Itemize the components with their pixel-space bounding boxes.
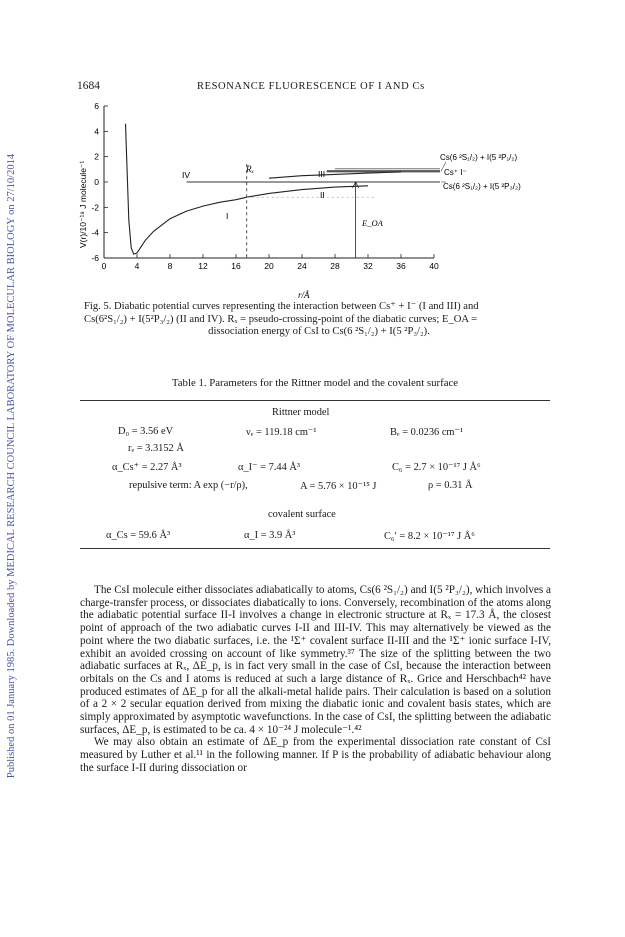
- plot-curves: [126, 124, 447, 258]
- caption-line-2: Cs(6²S₁/₂) + I(5²P₃/₂) (II and IV). Rₓ = pseudo-crossing-point of the diabatic curves; E_OA =: [84, 313, 478, 325]
- x-tick-label: 12: [198, 261, 208, 271]
- running-title: RESONANCE FLUORESCENCE OF I AND Cs: [197, 81, 425, 92]
- table-c6-prime: C₆′ = 8.2 × 10⁻¹⁷ J Å⁶: [384, 531, 475, 542]
- table-section-covalent: covalent surface: [268, 509, 336, 520]
- caption-line-1: Fig. 5. Diabatic potential curves representing the interaction between Cs⁺ + I⁻ (I and III) and: [84, 301, 479, 312]
- body-paragraph-1: The CsI molecule either dissociates adiabatically to atoms, Cs(6 ²S₁/₂) and I(5 ²P₃/₂), which involves a charge-transfer process, or dissociates diabatically to ions. Conversely, recombination of the atoms along the adiabatic potential surface II-I involves a change in electronic structure at Rₓ = 17.3 Å, the closest point of approach of the two adiabatic curves I-II and III-IV. This may alternatively be viewed as the point where the two diabatic surfaces, i.e. the ¹Σ⁺ covalent surface II-III and the ¹Σ⁺ ionic surface I-IV, exhibit an avoided crossing on account of like symmetry.³⁷ The size of the splitting between the two adiabatic surfaces at Rₓ, ΔE_p, is in fact very small in the case of CsI, because the interaction between orbitals on the Cs and I atoms is reduced at such a large distance of Rₓ. Grice and Herschbach⁴² have produced estimates of ΔE_p for all the alkali-metal halide pairs. Their calculation is based on a solution of a 2 × 2 secular equation derived from mixing the diabatic ionic and covalent basis states, which are simply approximated by asymptotic wavefunctions. In the case of CsI, the splitting between the adiabatic surfaces, ΔE_p, is estimated to be ca. 4 × 10⁻²⁴ J molecule⁻¹.⁴²: [80, 584, 551, 736]
- y-tick-label: 2: [94, 151, 99, 162]
- table-top-rule: [80, 400, 550, 401]
- x-tick-label: 16: [231, 261, 241, 271]
- x-tick-label: 40: [429, 261, 439, 271]
- y-tick-label: 6: [94, 101, 99, 111]
- table-alpha-cs-plus: α_Cs⁺ = 2.27 Å³: [112, 462, 182, 473]
- y-tick-label: -4: [91, 227, 99, 238]
- label-II: II: [320, 190, 325, 200]
- table-section-rittner: Rittner model: [272, 407, 330, 418]
- table-c6: C₆ = 2.7 × 10⁻¹⁷ J Å⁶: [392, 462, 481, 473]
- curve-III: [269, 172, 401, 178]
- body-paragraph-2: We may also obtain an estimate of ΔE_p from the experimental dissociation rate constant of CsI measured by Luther et al.¹¹ in the following manner. If P is the probability of adiabatic behaviour along the surface I-II during dissociation or: [80, 736, 551, 774]
- caption-line-3: dissociation energy of CsI to Cs(6 ²S₁/₂) + I(5 ²P₃/₂).: [208, 326, 430, 337]
- x-tick-label: 0: [101, 261, 107, 271]
- body-text: [80, 584, 551, 775]
- table-r-e: rₑ = 3.3152 Å: [128, 443, 184, 454]
- page-number: 1684: [77, 80, 100, 92]
- plot-labels: [78, 153, 521, 300]
- x-axis-label: r/Å: [298, 290, 310, 300]
- table-bottom-rule: [80, 548, 550, 549]
- y-tick-label: -2: [91, 202, 99, 213]
- x-tick-label: 36: [396, 261, 406, 271]
- y-tick-label: -6: [91, 253, 99, 263]
- label-lower-asymptote: Cs(6 ²S₁/₂) + I(5 ²P₃/₂): [443, 182, 521, 191]
- table-repulsive-term: repulsive term: A exp (−r/ρ),: [129, 480, 248, 491]
- table-alpha-i-minus: α_I⁻ = 7.44 Å³: [238, 462, 301, 473]
- table-b-e: Bₑ = 0.0236 cm⁻¹: [390, 427, 464, 438]
- watermark-text: Published on 01 January 1985. Downloaded by MEDICAL RESEARCH COUNCIL LABORATORY OF MOLECULAR BIOLOGY on 27/10/2014: [6, 153, 17, 779]
- page-header: [77, 80, 545, 96]
- table-d0: D₀ = 3.56 eV: [118, 426, 174, 437]
- y-axis-label: V(r)/10⁻¹⁹ J molecule⁻¹: [78, 160, 88, 248]
- table-nu-e: νₑ = 119.18 cm⁻¹: [246, 427, 317, 438]
- y-tick-label: 0: [94, 177, 99, 187]
- x-tick-label: 28: [330, 261, 340, 271]
- table-rho: ρ = 0.31 Å: [428, 480, 473, 491]
- table-alpha-i: α_I = 3.9 Å³: [244, 530, 296, 541]
- download-watermark: [2, 0, 16, 937]
- table-alpha-cs: α_Cs = 59.6 Å³: [106, 530, 171, 541]
- label-ion-pair: Cs⁺ I⁻: [444, 168, 467, 177]
- label-Rx: Rₓ: [246, 164, 255, 174]
- table-a-value: A = 5.76 × 10⁻¹⁵ J: [300, 481, 377, 492]
- y-tick-label: 4: [94, 126, 99, 137]
- x-tick-label: 24: [297, 261, 307, 271]
- x-tick-label: 8: [167, 261, 173, 271]
- potential-curve-figure: [70, 98, 550, 308]
- label-III: III: [318, 169, 326, 179]
- x-tick-label: 4: [134, 261, 140, 271]
- label-IV: IV: [182, 170, 191, 180]
- label-I: I: [226, 211, 229, 221]
- figure-caption: [84, 301, 554, 339]
- x-tick-label: 32: [363, 261, 373, 271]
- table-title: Table 1. Parameters for the Rittner model and the covalent surface: [171, 377, 459, 389]
- axis-ticks: [91, 101, 439, 271]
- x-tick-label: 20: [264, 261, 274, 271]
- label-EOA: E_OA: [362, 218, 383, 228]
- label-upper-asymptote: Cs(6 ²S₁/₂) + I(5 ²P₁/₂): [440, 153, 518, 162]
